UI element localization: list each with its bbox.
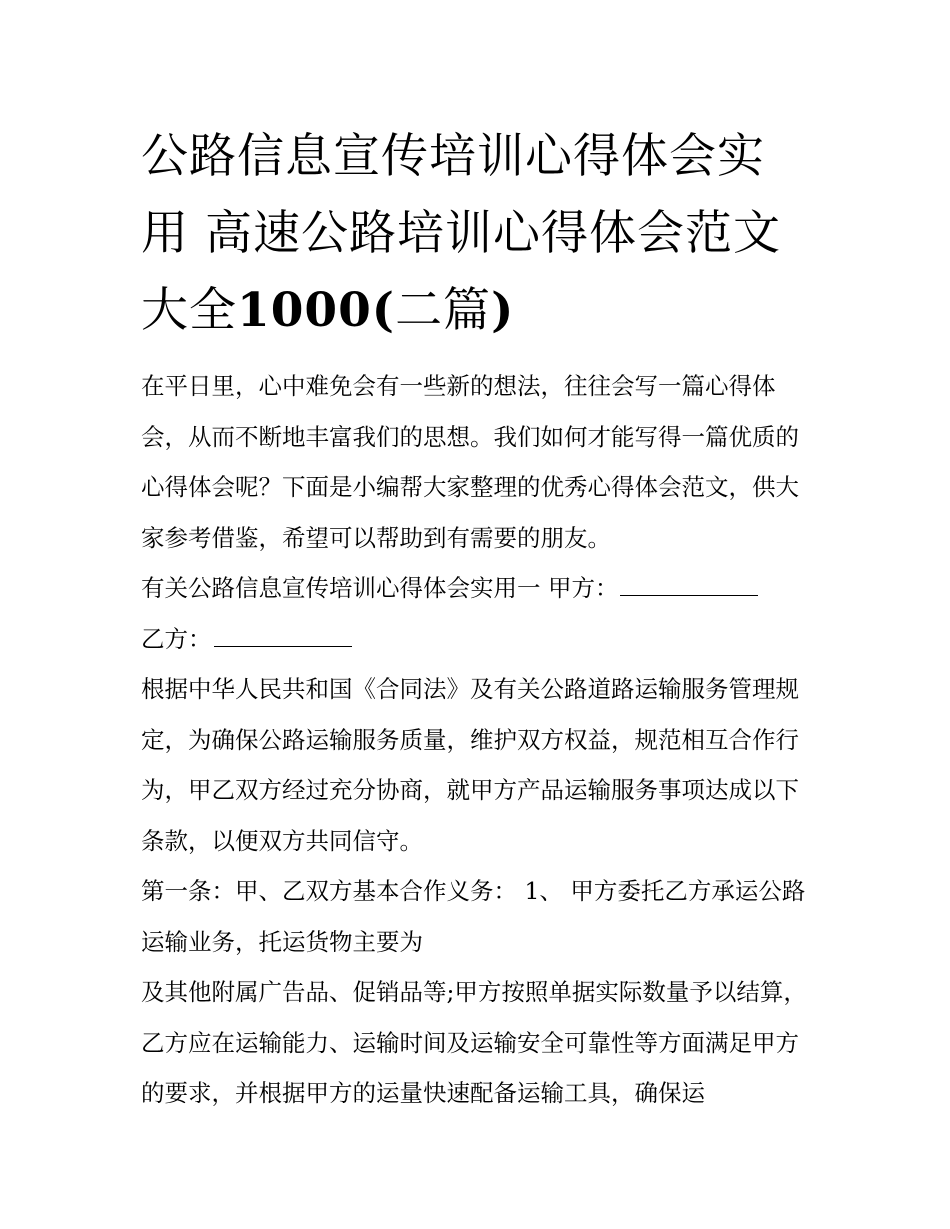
title-line-1: 公路信息宣传培训心得体会实 <box>141 129 765 184</box>
title-line-3-prefix: 大全 <box>141 283 237 338</box>
basis-paragraph: 根据中华人民共和国《合同法》及有关公路道路运输服务管理规定，为确保公路运输服务质量，维护双方权益，规范相互合作行为，甲乙双方经过充分协商，就甲方产品运输服务事项达成以下条款，以便双方共同信守。 <box>141 675 799 855</box>
title-line-3-number: 1000( <box>237 283 396 338</box>
article-1-paragraph: 第一条：甲、乙双方基本合作义务： 1、 甲方委托乙方承运公路运输业务，托运货物主要为 <box>141 877 806 956</box>
document-title <box>141 118 821 349</box>
party-b-label: 乙方： <box>141 624 212 653</box>
goods-paragraph: 及其他附属广告品、促销品等;甲方按照单据实际数量予以结算，乙方应在运输能力、运输时间及运输安全可靠性等方面满足甲方的要求，并根据甲方的运量快速配备运输工具，确保运 <box>141 978 807 1107</box>
party-b-line <box>141 614 821 665</box>
document-page <box>141 118 821 1119</box>
party-a-line <box>141 563 821 614</box>
party-a-label: 有关公路信息宣传培训心得体会实用一 甲方： <box>141 574 619 602</box>
title-line-3-mid: 二篇 <box>395 283 492 338</box>
intro-paragraph: 在平日里，心中难免会有一些新的想法，往往会写一篇心得体会，从而不断地丰富我们的思想。我们如何才能写得一篇优质的心得体会呢？下面是小编帮大家整理的优秀心得体会范文，供大家参考借鉴，希望可以帮助到有需要的朋友。 <box>141 372 799 552</box>
title-line-3-end: ) <box>491 283 515 338</box>
title-line-2: 用 高速公路培训心得体会范文 <box>141 206 781 261</box>
party-b-blank <box>214 624 352 647</box>
party-a-blank <box>620 573 758 596</box>
